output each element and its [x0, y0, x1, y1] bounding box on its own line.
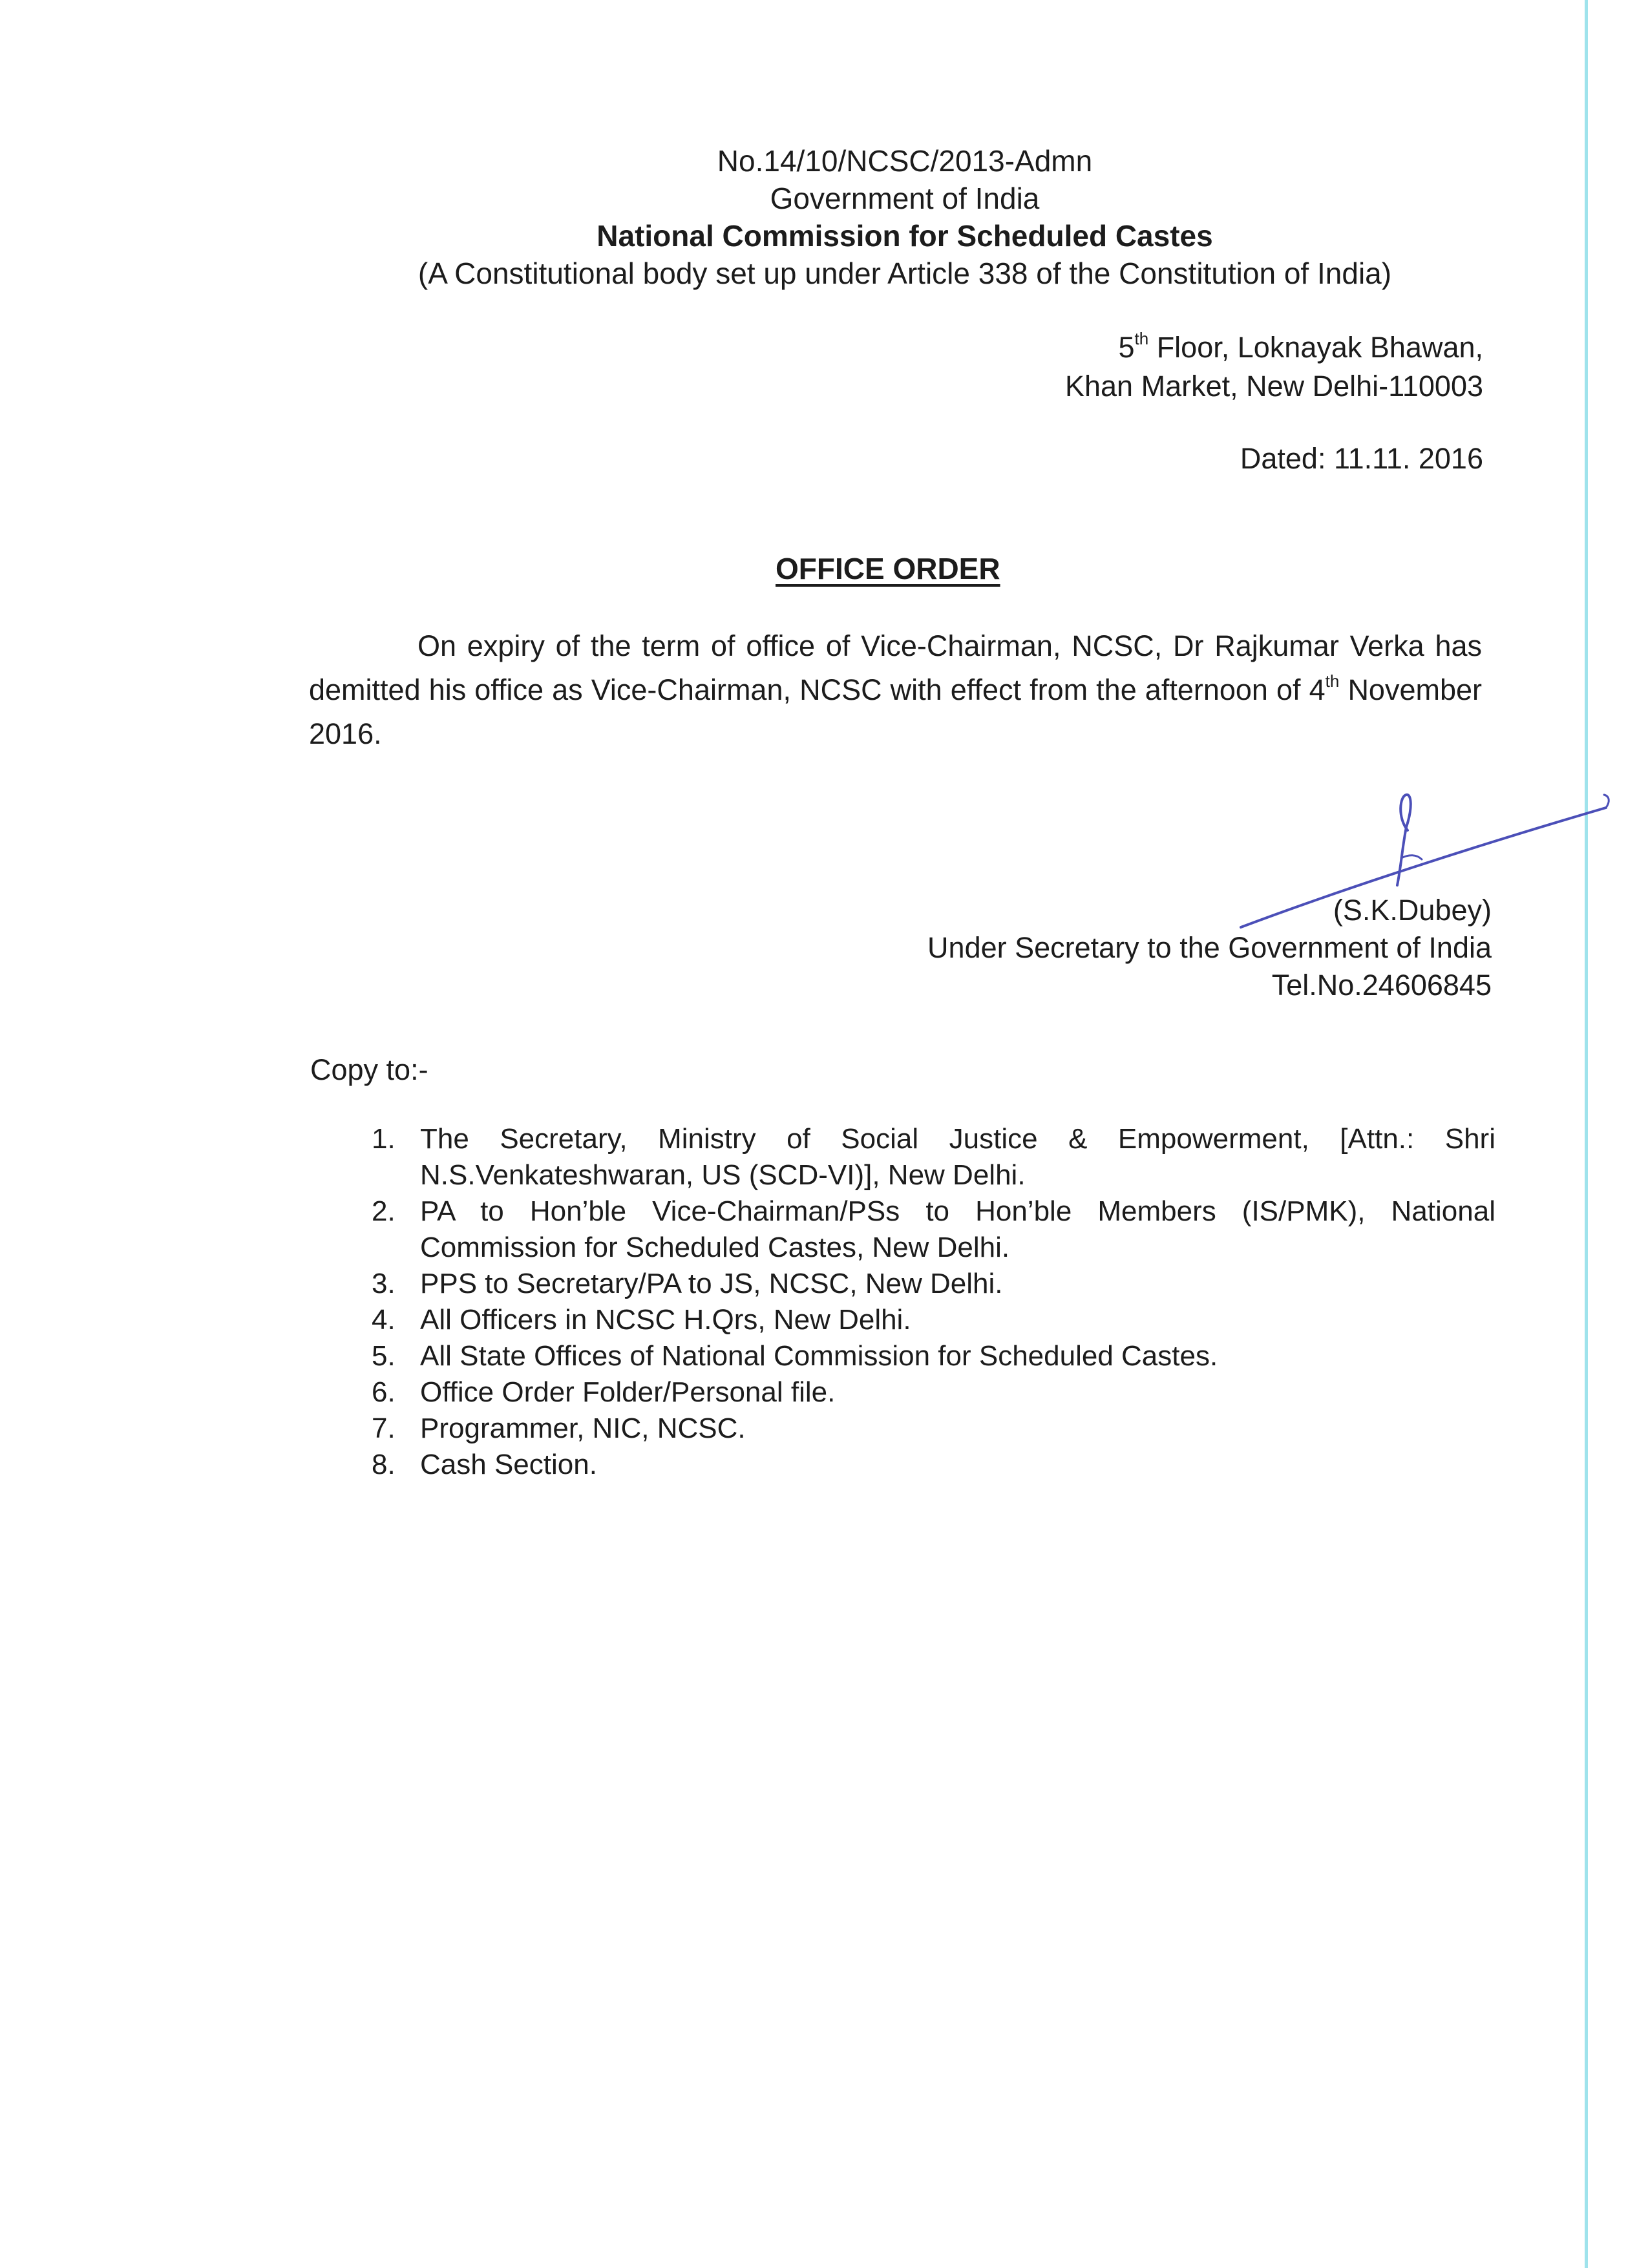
list-item: [0, 1447, 1648, 1483]
order-superscript: th: [1325, 671, 1340, 691]
address-block: [1065, 328, 1483, 406]
signatory-name: (S.K.Dubey): [1333, 894, 1492, 927]
list-item-text: PA to Hon’ble Vice-Chairman/PSs to Hon’ble Members (IS/PMK), National Commission for Scheduled Castes, New Delhi.: [420, 1195, 1495, 1263]
list-item-number: 8.: [372, 1449, 396, 1480]
list-item: [0, 1338, 1648, 1374]
list-item: [0, 1193, 1648, 1266]
copy-to-list: [0, 1121, 1648, 1483]
copy-to-label: Copy to:-: [310, 1053, 428, 1086]
date-line: Dated: 11.11. 2016: [1240, 442, 1483, 475]
list-item: [0, 1266, 1648, 1302]
government-line: Government of India: [770, 182, 1040, 215]
list-item-number: 1.: [372, 1123, 396, 1155]
list-item: [0, 1411, 1648, 1447]
list-item-number: 4.: [372, 1304, 396, 1336]
constitution-note: (A Constitutional body set up under Article 338 of the Constitution of India): [417, 257, 1392, 290]
floor-superscript: th: [1134, 329, 1149, 348]
list-item: [0, 1374, 1648, 1411]
list-item-text: All State Offices of National Commission for Scheduled Castes.: [420, 1340, 1218, 1372]
signature-block: [927, 892, 1492, 1004]
list-item-text: Programmer, NIC, NCSC.: [420, 1412, 746, 1444]
list-item-text: All Officers in NCSC H.Qrs, New Delhi.: [420, 1304, 911, 1336]
list-item-number: 3.: [372, 1268, 396, 1299]
commission-name: National Commission for Scheduled Castes: [597, 219, 1213, 253]
list-item-text: Office Order Folder/Personal file.: [420, 1376, 836, 1408]
list-item-text: Cash Section.: [420, 1449, 597, 1480]
floor-rest: Floor, Loknayak Bhawan,: [1148, 331, 1483, 364]
list-item-number: 5.: [372, 1340, 396, 1372]
list-item: [0, 1302, 1648, 1338]
signatory-phone: Tel.No.24606845: [1271, 969, 1492, 1002]
reference-number: No.14/10/NCSC/2013-Admn: [717, 144, 1093, 178]
list-item-number: 7.: [372, 1412, 396, 1444]
list-item: [0, 1121, 1648, 1193]
list-item-text: PPS to Secretary/PA to JS, NCSC, New Delhi.: [420, 1268, 1003, 1299]
list-item-text: The Secretary, Ministry of Social Justice & Empowerment, [Attn.: Shri N.S.Venkateshwaran, US (SCD-VI)], New Delhi.: [420, 1123, 1495, 1191]
order-text-b: November 2016.: [309, 673, 1483, 750]
order-body: [309, 624, 1482, 756]
list-item-number: 2.: [372, 1195, 396, 1227]
order-title: OFFICE ORDER: [776, 552, 1000, 585]
order-text-a: On expiry of the term of office of Vice-Chairman, NCSC, Dr Rajkumar Verka has demitted his office as Vice-Chairman, NCSC with effect from the afternoon of 4: [309, 629, 1482, 706]
list-item-number: 6.: [372, 1376, 396, 1408]
address-line-1: [1065, 328, 1483, 367]
floor-number: 5: [1118, 331, 1135, 364]
address-line-2: Khan Market, New Delhi-110003: [1064, 370, 1483, 403]
order-paragraph: [309, 624, 1482, 756]
signatory-designation: Under Secretary to the Government of India: [927, 931, 1492, 964]
